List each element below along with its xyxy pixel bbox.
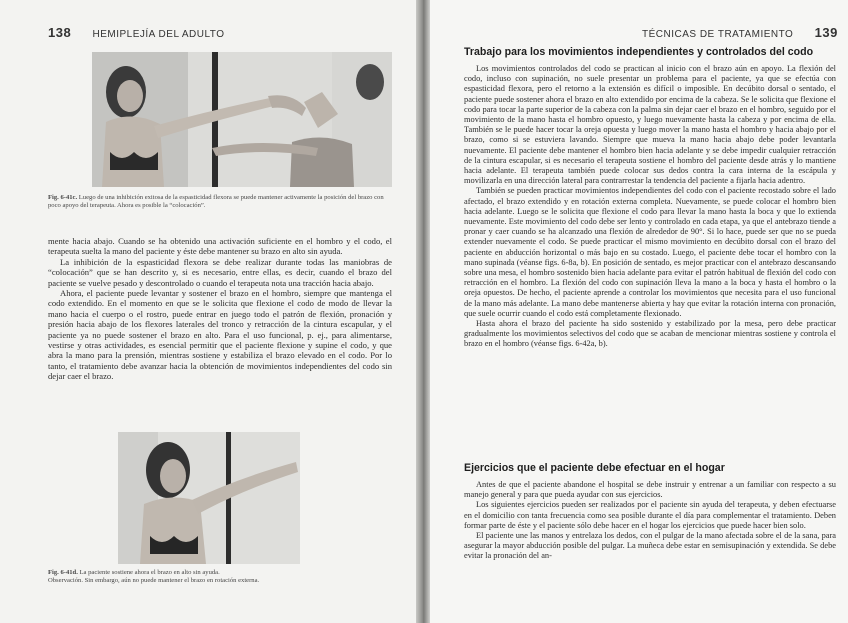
- left-paragraph-3: Ahora, el paciente puede levantar y sostener el brazo en el hombro, siempre que mantenga el codo extendido. En el momento en que se le solicita que flexione el codo de modo de llevar la mano hacia el cuerpo o el rostro, puede entrar en juego todo el patrón de flexión, pronación y presión hacia abajo de los flexores laterales del tronco y retracción de la cintura escapular, y el paciente ya no puede sostener el brazo en alto. Para el uso funcional, p. ej., para alimentarse, vestirse y otras actividades, es esencial permitir que el paciente flexione y supine el codo, y que abra la mano para la prensión, mientras sostiene y estabiliza el brazo elevado en el codo. Por lo tanto, el tratamiento debe avanzar hacia la obtención de movimientos independientes del codo sin dejar caer el brazo.: [48, 288, 392, 382]
- figure-6-41c-caption: [48, 194, 392, 210]
- left-paragraph-1: mente hacia abajo. Cuando se ha obtenido una activación suficiente en el hombro y el codo, el terapeuta suelta la mano del paciente y éste debe mantener su brazo en alto sin ayuda.: [48, 236, 392, 257]
- left-page: [0, 0, 416, 623]
- right-paragraph-1: Los movimientos controlados del codo se practican al inicio con el brazo aún en apoyo. La flexión del codo, incluso con supinación, no suele presentar un problema para el paciente, ya que se efectúa con espasticidad flexora, pero el retorno a la extensión es difícil o imposible. En decúbito dorsal o sentado, el paciente puede sostener ahora el brazo en alto extendido por encima de la cabeza. Se le solicita que flexione el codo para tocar la parte superior de la cabeza con la palma sin dejar caer el brazo en el hombro, seguido por el movimiento de la mano hasta el hombro opuesto, y luego nuevamente hasta la cabeza y por encima de ella. También se le puede hacer tocar la oreja opuesta y luego mover la mano hasta el hombro y hacia abajo por el brazo, como si se estuviera lavando. Siempre que mueva la mano hacia abajo debe poder levantarla nuevamente. El paciente debe mantener el hombro bien hacia adelante y se debe impedir cualquier retracción de la cintura escapular, si es necesario el terapeuta sostiene el hombro del paciente desde atrás y lo mantiene hacia adelante. El terapeuta también puede colocar sus dedos contra la cara interna de la escápula y movilizarla en una dirección lateral para contrarrestar la tendencia del paciente a fijarla hacia adentro.: [464, 64, 836, 186]
- section-heading-home-exercises: Ejercicios que el paciente debe efectuar en el hogar: [464, 462, 725, 474]
- figure-6-41d-text-1: La paciente sostiene ahora el brazo en alto sin ayuda.: [79, 569, 220, 576]
- section-heading-elbow: Trabajo para los movimientos independientes y controlados del codo: [464, 46, 814, 58]
- right-running-head: [642, 25, 838, 40]
- right-page: [430, 0, 848, 623]
- figure-6-41d-label: Fig. 6-41d.: [48, 569, 78, 576]
- figure-6-41c-photo: [92, 52, 392, 187]
- left-running-head: [48, 25, 225, 40]
- left-paragraph-2: La inhibición de la espasticidad flexora se debe realizar durante todas las maniobras de “colocación” que se han descrito y, si es necesario, entre ellas, es decir, cuando el brazo del paciente se vuelve pesado y descontrolado o cuando el terapeuta nota una tracción hacia abajo.: [48, 256, 392, 288]
- figure-6-41c-label: Fig. 6-41c.: [48, 194, 78, 201]
- right-paragraph-2: También se pueden practicar movimientos independientes del codo con el paciente recostado sobre el lado afectado, el brazo extendido y en rotación externa completa. Nuevamente, se puede colocar el hombro bien hacia adelante. Luego se le solicita que flexione el codo para llevar la mano hasta la boca y que lo extienda nuevamente. Este movimiento del codo debe ser lento y controlado en cada etapa, ya que el antebrazo tiende a pronar y caer cuando se ha alcanzado una flexión de alrededor de 90°. Si lo hace, puede ser que no se pueda extender nuevamente el codo. Se puede practicar el mismo movimiento en decúbito dorsal con el brazo del paciente en abducción horizontal o más bajo en su costado. Luego, el paciente debe tocar el hombro con la mano supinada (véanse figs. 6-8a, b). En posición de sentado, es mejor practicar con el antebrazo descansando sobre una mesa, el hombro sostenido bien hacia adelante para evitar el patrón habitual de flexión del codo con retracción en el hombro. La flexión del codo con supinación lleva la mano a la boca y hasta el hombro o la oreja opuestos. De hecho, el paciente aprende a controlar los movimientos que necesita para el uso funcional de la mano más adelante. La mano debe mantenerse abierta y hay que evitar la rotación interna con pronación, que suele ocurrir cuando el codo está completamente flexionado.: [464, 186, 836, 318]
- left-body-text: [48, 236, 392, 382]
- right-paragraph-5: Los siguientes ejercicios pueden ser realizados por el paciente sin ayuda del terapeuta, y deben efectuarse en el domicilio con tanta frecuencia como sea posible durante el día para complementar el tratamiento. Deben formar parte de éste y el paciente sólo debe hacer en el hogar los ejercicios que puede hacer bien solo.: [464, 500, 836, 530]
- figure-6-41c-text: Luego de una inhibición exitosa de la espasticidad flexora se puede mantener activamente la posición del brazo con poco apoyo del terapeuta. Ahora es posible la “colocación”.: [48, 194, 384, 209]
- figure-6-41d-photo: [118, 432, 300, 564]
- figure-6-41d-text-2: Observación. Sin embargo, aún no puede mantener el brazo en rotación externa.: [48, 577, 260, 584]
- figure-6-41d-caption: [48, 569, 392, 585]
- left-page-number: 138: [48, 25, 72, 40]
- right-body-text-2: [464, 480, 836, 562]
- right-paragraph-4: Antes de que el paciente abandone el hospital se debe instruir y entrenar a un familiar con respecto a su manejo general y para que pueda ayudar con sus ejercicios.: [464, 480, 836, 500]
- right-paragraph-3: Hasta ahora el brazo del paciente ha sido sostenido y estabilizado por la mesa, pero debe practicar gradualmente los movimientos selectivos del codo que se acaban de mencionar mientras sostiene y controla el brazo en el hombro (véanse figs. 6-42a, b).: [464, 319, 836, 349]
- right-body-text-1: [464, 64, 836, 350]
- book-gutter: [416, 0, 430, 623]
- right-page-number: 139: [814, 25, 838, 40]
- right-paragraph-6: El paciente une las manos y entrelaza los dedos, con el pulgar de la mano afectada sobre el de la sana, para asegurar la mayor abducción posible del pulgar. La muñeca debe estar en semisupinación y extendida. Se debe evitar la pronación del an-: [464, 531, 836, 561]
- right-running-title: TÉCNICAS DE TRATAMIENTO: [642, 29, 794, 40]
- left-running-title: HEMIPLEJÍA DEL ADULTO: [92, 29, 225, 40]
